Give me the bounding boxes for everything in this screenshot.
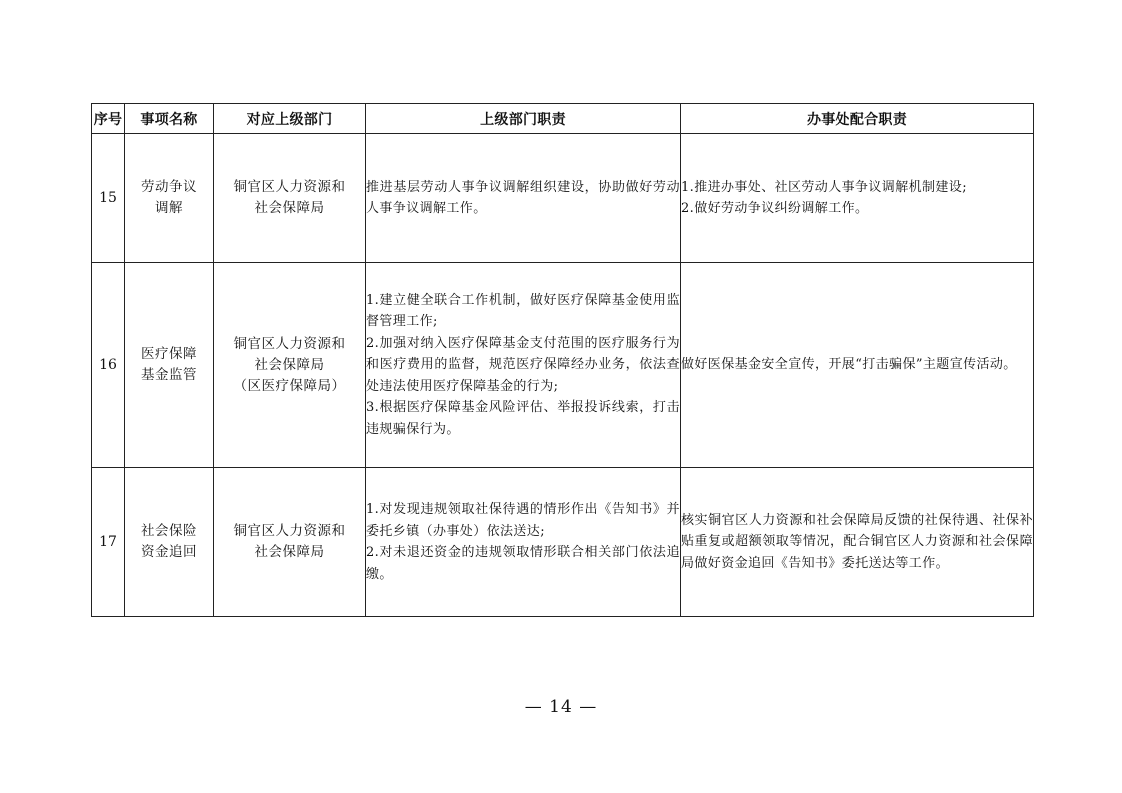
department-line: 铜官区人力资源和 [233,179,346,195]
table-row [92,263,1034,468]
office-cooperation [681,263,1034,468]
department-line: （区医疗保障局） [233,377,346,394]
department-duty [366,263,681,468]
department-line: 铜官区人力资源和 [233,523,346,539]
table-row [92,134,1034,263]
department [214,134,366,263]
header-no: 序号 [92,104,125,134]
department-line: 社会保障局 [254,200,325,216]
header-dept: 对应上级部门 [214,104,366,134]
header-coop: 办事处配合职责 [681,104,1034,134]
item-name [125,468,214,617]
department [214,468,366,617]
duty-paragraph: 推进基层劳动人事争议调解组织建设，协助做好劳动人事争议调解工作。 [366,179,680,216]
item-name [125,263,214,468]
duty-paragraph: 1.建立健全联合工作机制，做好医疗保障基金使用监督管理工作; [366,292,680,330]
table-row [92,468,1034,617]
row-number: 16 [92,263,125,468]
page-number: — 14 — [524,697,598,717]
responsibility-table [91,103,1034,617]
office-cooperation [681,134,1034,263]
row-number: 17 [92,468,125,617]
coop-paragraph: 核实铜官区人力资源和社会保障局反馈的社保待遇、社保补贴重复或超额领取等情况，配合铜官区人力资源和社会保障局做好资金追回《告知书》委托送达等工作。 [681,512,1033,571]
duty-paragraph: 2.对未退还资金的违规领取情形联合相关部门依法追缴。 [366,545,680,582]
duty-paragraph: 2.加强对纳入医疗保障基金支付范围的医疗服务行为和医疗费用的监督，规范医疗保障经办业务，依法查处违法使用医疗保障基金的行为; [366,335,680,394]
header-duty: 上级部门职责 [366,104,681,134]
office-cooperation [681,468,1034,617]
department-duty [366,134,681,263]
item-name-line: 调解 [155,200,183,216]
row-number: 15 [92,134,125,263]
table-header-row [92,104,1034,134]
coop-paragraph: 1.推进办事处、社区劳动人事争议调解机制建设; [681,179,967,195]
department-duty [366,468,681,617]
item-name-line: 劳动争议 [141,179,197,195]
duty-paragraph: 3.根据医疗保障基金风险评估、举报投诉线索，打击违规骗保行为。 [366,400,680,437]
department-line: 社会保障局 [254,356,325,373]
item-name-line: 资金追回 [141,544,197,560]
department [214,263,366,468]
item-name-line: 医疗保障 [141,346,197,362]
department-line: 铜官区人力资源和 [233,335,346,352]
coop-paragraph: 2.做好劳动争议纠纷调解工作。 [681,201,869,216]
item-name-line: 基金监管 [141,367,197,383]
header-name: 事项名称 [125,104,214,134]
coop-paragraph: 做好医保基金安全宣传，开展“打击骗保”主题宣传活动。 [681,357,1017,373]
duty-paragraph: 1.对发现违规领取社保待遇的情形作出《告知书》并委托乡镇（办事处）依法送达; [366,502,680,539]
item-name [125,134,214,263]
department-line: 社会保障局 [254,544,325,560]
item-name-line: 社会保险 [141,523,197,539]
